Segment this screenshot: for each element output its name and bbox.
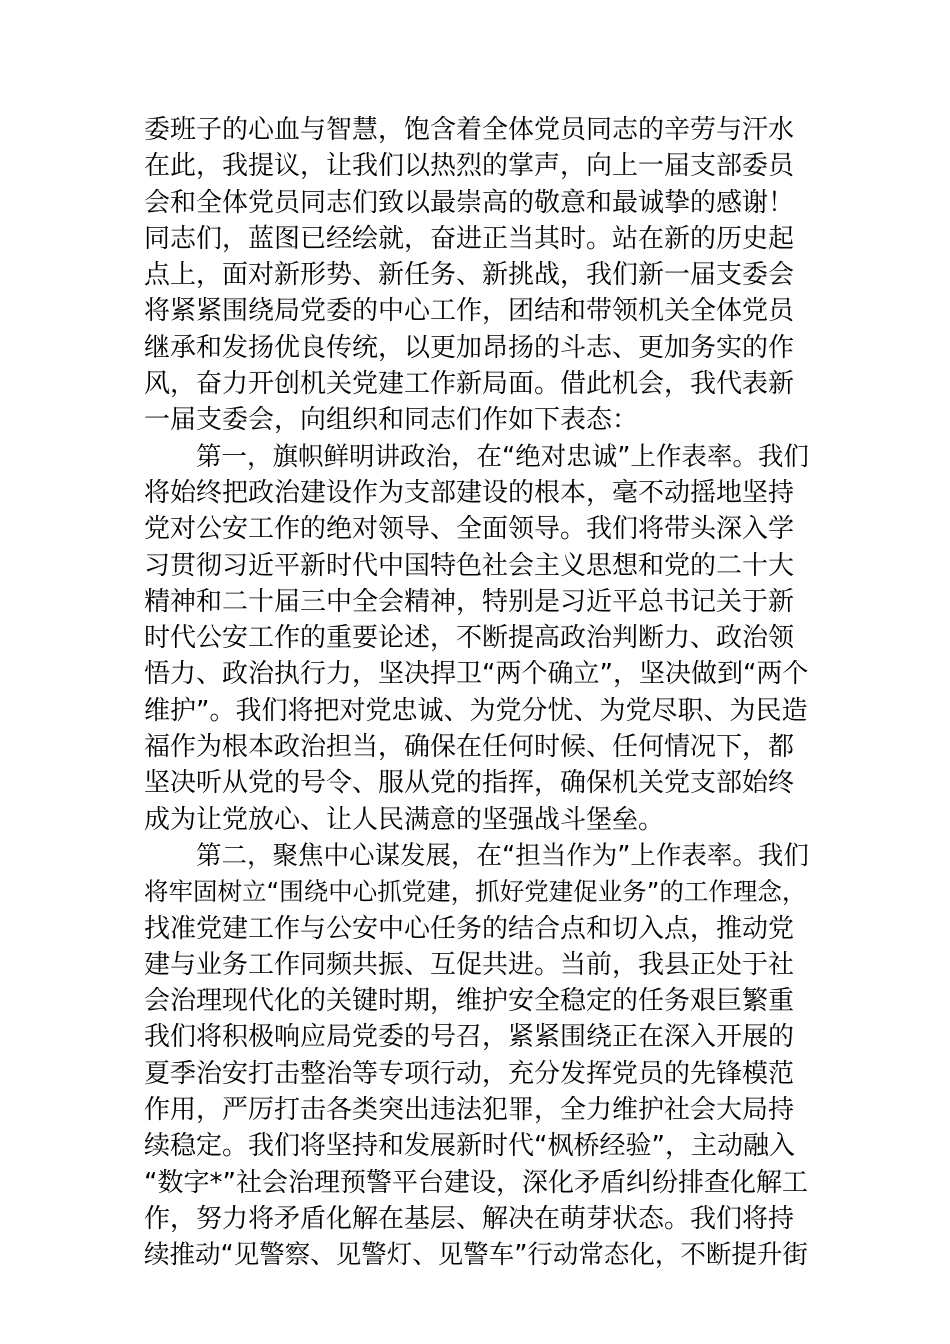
text-line: 将紧紧围绕局党委的中心工作，团结和带领机关全体党员 bbox=[144, 296, 795, 327]
text-line: 党对公安工作的绝对领导、全面领导。我们将带头深入学 bbox=[144, 514, 795, 545]
text-line: 风，奋力开创机关党建工作新局面。借此机会，我代表新 bbox=[144, 369, 795, 400]
text-line: 一届支委会，向组织和同志们作如下表态： bbox=[144, 405, 639, 436]
text-line: 时代公安工作的重要论述，不断提高政治判断力、政治领 bbox=[144, 623, 795, 654]
text-line: 成为让党放心、让人民满意的坚强战斗堡垒。 bbox=[144, 804, 665, 835]
text-line: 福作为根本政治担当，确保在任何时候、任何情况下，都 bbox=[144, 732, 795, 763]
body-text bbox=[144, 112, 814, 1274]
text-line: 作用，严厉打击各类突出违法犯罪，全力维护社会大局持 bbox=[144, 1095, 795, 1126]
text-line: 将始终把政治建设作为支部建设的根本，毫不动摇地坚持 bbox=[144, 477, 795, 508]
text-line: 我们将积极响应局党委的号召，紧紧围绕正在深入开展的 bbox=[144, 1022, 795, 1053]
text-line: 续推动“见警察、见警灯、见警车”行动常态化，不断提升街 bbox=[144, 1240, 808, 1271]
text-line: 委班子的心血与智慧，饱含着全体党员同志的辛劳与汗水 bbox=[144, 115, 795, 145]
text-line: 维护”。我们将把对党忠诚、为党分忧、为党尽职、为民造 bbox=[144, 695, 808, 726]
text-line: 点上，面对新形势、新任务、新挑战，我们新一届支委会 bbox=[144, 260, 795, 291]
text-line: 将牢固树立“围绕中心抓党建，抓好党建促业务”的工作理念， bbox=[144, 877, 807, 907]
text-line: 坚决听从党的号令、服从党的指挥，确保机关党支部始终 bbox=[144, 768, 795, 799]
text-line: 继承和发扬优良传统，以更加昂扬的斗志、更加务实的作 bbox=[144, 332, 795, 363]
text-line: 同志们，蓝图已经绘就，奋进正当其时。站在新的历史起 bbox=[144, 223, 795, 254]
text-line: 习贯彻习近平新时代中国特色社会主义思想和党的二十大 bbox=[144, 550, 795, 581]
text-line: 会治理现代化的关键时期，维护安全稳定的任务艰巨繁重 bbox=[144, 986, 795, 1017]
text-line: “数字*”社会治理预警平台建设，深化矛盾纠纷排查化解工 bbox=[144, 1167, 808, 1198]
text-line: 续稳定。我们将坚持和发展新时代“枫桥经验”，主动融入 bbox=[144, 1131, 795, 1162]
text-line: 夏季治安打击整治等专项行动，充分发挥党员的先锋模范 bbox=[144, 1058, 795, 1089]
text-line: 作，努力将矛盾化解在基层、解决在萌芽状态。我们将持 bbox=[144, 1203, 795, 1234]
paragraph-first-line: 第一，旗帜鲜明讲政治，在“绝对忠诚”上作表率。我们 bbox=[196, 441, 809, 472]
text-line: 精神和二十届三中全会精神，特别是习近平总书记关于新 bbox=[144, 586, 795, 617]
text-line: 悟力、政治执行力，坚决捍卫“两个确立”，坚决做到“两个 bbox=[144, 659, 809, 690]
text-line: 会和全体党员同志们致以最崇高的敬意和最诚挚的感谢！ bbox=[144, 187, 795, 218]
paragraph-first-line: 第二，聚焦中心谋发展，在“担当作为”上作表率。我们 bbox=[196, 840, 809, 871]
text-line: 建与业务工作同频共振、互促共进。当前，我县正处于社 bbox=[144, 949, 795, 980]
text-line: 找准党建工作与公安中心任务的结合点和切入点，推动党 bbox=[144, 913, 795, 944]
text-line: 在此，我提议，让我们以热烈的掌声，向上一届支部委员 bbox=[144, 151, 795, 182]
